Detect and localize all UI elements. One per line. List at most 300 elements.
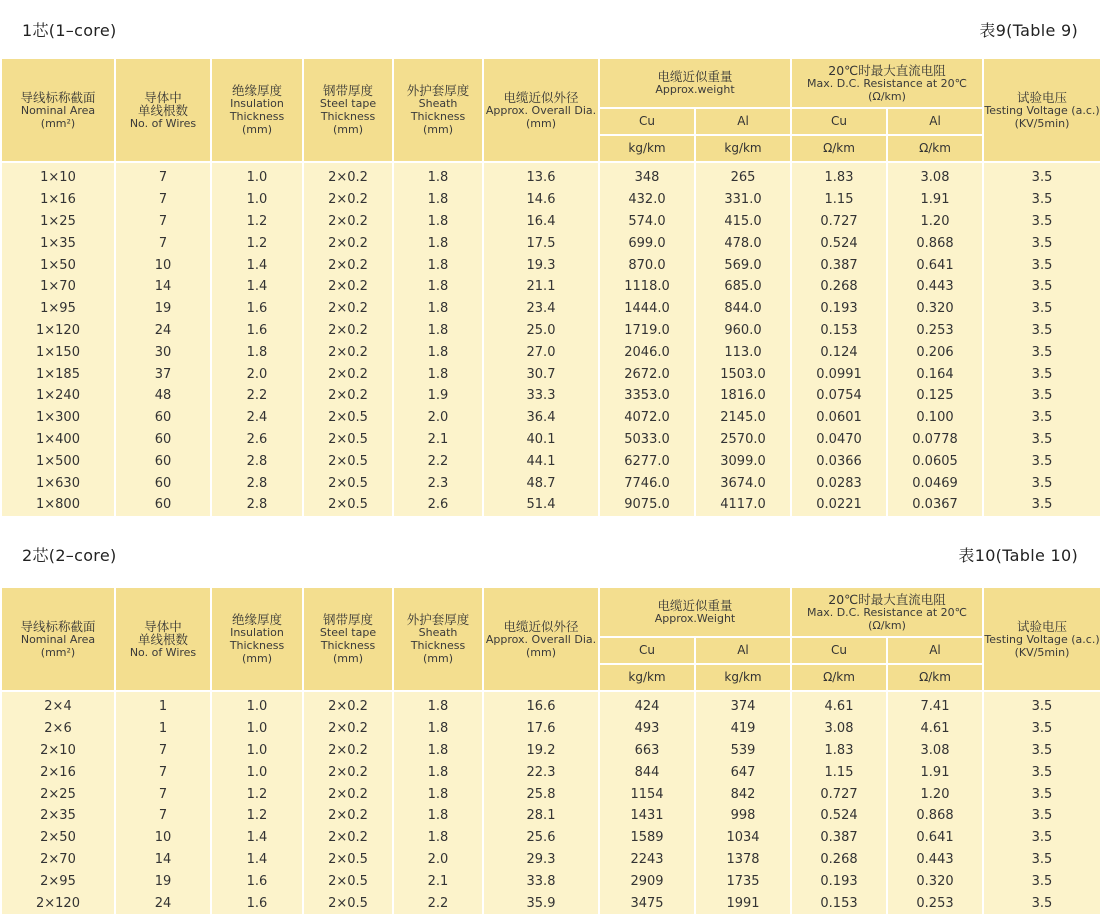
table-row (1, 696, 1100, 718)
table-cell: 0.727 (791, 783, 887, 805)
table-cell: 3.5 (983, 189, 1100, 211)
table-cell: 0.443 (887, 849, 983, 871)
sub-al: Al (695, 108, 791, 135)
table-cell: 44.1 (483, 450, 599, 472)
table-row (1, 407, 1100, 429)
table-row (1, 827, 1100, 849)
table-row (1, 740, 1100, 762)
table-cell: 3.5 (983, 805, 1100, 827)
table-cell: 1×10 (1, 167, 115, 189)
sub-al: Al (887, 108, 983, 135)
table-cell: 7 (115, 761, 211, 783)
table-cell: 13.6 (483, 167, 599, 189)
unit-ohm: Ω/km (887, 135, 983, 162)
table-cell: 2909 (599, 870, 695, 892)
table-cell: 1.6 (211, 320, 303, 342)
table-cell: 0.253 (887, 320, 983, 342)
table-cell: 493 (599, 718, 695, 740)
table-cell: 17.6 (483, 718, 599, 740)
table-cell: 10 (115, 827, 211, 849)
table-cell: 0.0469 (887, 472, 983, 494)
table-cell: 1.0 (211, 761, 303, 783)
table-cell: 685.0 (695, 276, 791, 298)
table-cell: 4072.0 (599, 407, 695, 429)
table-cell: 4.61 (791, 696, 887, 718)
col-nominal-area: 导线标称截面 Nominal Area (mm²) (1, 58, 115, 162)
table-row (1, 298, 1100, 320)
table-cell: 1.0 (211, 167, 303, 189)
table-cell: 0.0778 (887, 429, 983, 451)
table-cell: 30 (115, 341, 211, 363)
table-cell: 2.0 (211, 363, 303, 385)
table-cell: 3099.0 (695, 450, 791, 472)
col-overall-dia: 电缆近似外径 Approx. Overall Dia. (mm) (483, 587, 599, 691)
table-cell: 2.2 (393, 892, 483, 914)
table-cell: 478.0 (695, 232, 791, 254)
table-cell: 0.124 (791, 341, 887, 363)
table-cell: 0.253 (887, 892, 983, 914)
table-cell: 1.4 (211, 276, 303, 298)
table-cell: 2.2 (211, 385, 303, 407)
table-cell: 1503.0 (695, 363, 791, 385)
sub-cu: Cu (599, 108, 695, 135)
table-cell: 7746.0 (599, 472, 695, 494)
table-cell: 2×0.5 (303, 407, 393, 429)
table-cell: 842 (695, 783, 791, 805)
table-cell: 2×0.5 (303, 892, 393, 914)
table-cell: 4117.0 (695, 494, 791, 516)
table-cell: 0.153 (791, 892, 887, 914)
table-cell: 1.0 (211, 696, 303, 718)
table-cell: 1719.0 (599, 320, 695, 342)
table-cell: 35.9 (483, 892, 599, 914)
table-cell: 2.2 (393, 450, 483, 472)
table-cell: 1.9 (393, 385, 483, 407)
table-cell: 14 (115, 276, 211, 298)
table-cell: 3.5 (983, 696, 1100, 718)
table-cell: 3.5 (983, 254, 1100, 276)
table-cell: 51.4 (483, 494, 599, 516)
table-cell: 374 (695, 696, 791, 718)
table-cell: 3.5 (983, 167, 1100, 189)
table-cell: 0.320 (887, 298, 983, 320)
table-cell: 3.5 (983, 363, 1100, 385)
col-test-voltage: 试验电压 Testing Voltage (a.c.) (KV/5min) (983, 58, 1100, 162)
table-cell: 23.4 (483, 298, 599, 320)
table-cell: 2.8 (211, 494, 303, 516)
table-row (1, 429, 1100, 451)
table-cell: 844 (599, 761, 695, 783)
table-cell: 3.5 (983, 407, 1100, 429)
col-steel-tape: 钢带厚度 Steel tape Thickness (mm) (303, 587, 393, 691)
table-cell: 1034 (695, 827, 791, 849)
table-cell: 663 (599, 740, 695, 762)
table-cell: 1.8 (393, 363, 483, 385)
table-cell: 3.5 (983, 892, 1100, 914)
table-cell: 2×0.2 (303, 696, 393, 718)
table-cell: 0.0367 (887, 494, 983, 516)
table-cell: 1×800 (1, 494, 115, 516)
table-cell: 25.6 (483, 827, 599, 849)
table-cell: 1.20 (887, 783, 983, 805)
table-cell: 2.3 (393, 472, 483, 494)
table-cell: 2×0.5 (303, 870, 393, 892)
table-cell: 0.0366 (791, 450, 887, 472)
table-cell: 0.268 (791, 276, 887, 298)
table-cell: 60 (115, 450, 211, 472)
table-cell: 40.1 (483, 429, 599, 451)
table-cell: 348 (599, 167, 695, 189)
col-test-voltage: 试验电压 Testing Voltage (a.c.) (KV/5min) (983, 587, 1100, 691)
table-cell: 2×0.5 (303, 494, 393, 516)
table-cell: 7 (115, 211, 211, 233)
table-cell: 1×300 (1, 407, 115, 429)
table-cell: 3.5 (983, 849, 1100, 871)
table-cell: 1.8 (393, 211, 483, 233)
table-cell: 1×500 (1, 450, 115, 472)
table-cell: 2×0.2 (303, 761, 393, 783)
table-cell: 1.20 (887, 211, 983, 233)
table-cell: 3.5 (983, 472, 1100, 494)
table-cell: 2×70 (1, 849, 115, 871)
table-cell: 1.8 (393, 761, 483, 783)
table-cell: 331.0 (695, 189, 791, 211)
table-cell: 19.3 (483, 254, 599, 276)
table-cell: 60 (115, 494, 211, 516)
table-cell: 3.08 (887, 740, 983, 762)
table-cell: 1×185 (1, 363, 115, 385)
table-cell: 2×0.2 (303, 718, 393, 740)
table-row (1, 385, 1100, 407)
table-cell: 1.8 (393, 805, 483, 827)
table-cell: 3.5 (983, 211, 1100, 233)
table-cell: 2×0.2 (303, 363, 393, 385)
table-cell: 1991 (695, 892, 791, 914)
table-cell: 1444.0 (599, 298, 695, 320)
table10-ref: 表10(Table 10) (958, 546, 1078, 565)
table-cell: 432.0 (599, 189, 695, 211)
table-cell: 60 (115, 472, 211, 494)
table-cell: 1×150 (1, 341, 115, 363)
table-cell: 7.41 (887, 696, 983, 718)
table-cell: 699.0 (599, 232, 695, 254)
table-cell: 24 (115, 892, 211, 914)
table10 (0, 586, 1100, 914)
table-cell: 9075.0 (599, 494, 695, 516)
table-cell: 1589 (599, 827, 695, 849)
table-cell: 1.8 (393, 740, 483, 762)
table-cell: 0.868 (887, 232, 983, 254)
table-cell: 3.5 (983, 761, 1100, 783)
table-cell: 2.4 (211, 407, 303, 429)
table-cell: 2×16 (1, 761, 115, 783)
table-cell: 3.5 (983, 276, 1100, 298)
table-cell: 60 (115, 407, 211, 429)
table-cell: 33.3 (483, 385, 599, 407)
table-cell: 2145.0 (695, 407, 791, 429)
table-row (1, 892, 1100, 914)
table-cell: 2×0.2 (303, 385, 393, 407)
table-cell: 0.443 (887, 276, 983, 298)
table-cell: 3.5 (983, 827, 1100, 849)
table-cell: 7 (115, 805, 211, 827)
table-cell: 24 (115, 320, 211, 342)
table-row (1, 805, 1100, 827)
table-cell: 1735 (695, 870, 791, 892)
table-row (1, 276, 1100, 298)
table-cell: 7 (115, 189, 211, 211)
table9 (0, 57, 1100, 516)
table-cell: 1118.0 (599, 276, 695, 298)
table-row (1, 189, 1100, 211)
table-cell: 1.8 (393, 167, 483, 189)
table-cell: 0.100 (887, 407, 983, 429)
table-row (1, 232, 1100, 254)
table-cell: 0.153 (791, 320, 887, 342)
table-cell: 113.0 (695, 341, 791, 363)
table-cell: 1.8 (393, 783, 483, 805)
table-cell: 0.0605 (887, 450, 983, 472)
table-cell: 2×0.5 (303, 429, 393, 451)
col-resistance: 20℃时最大直流电阻 Max. D.C. Resistance at 20℃ (Ω/km) (791, 58, 983, 108)
unit-ohm: Ω/km (887, 664, 983, 691)
table-row (1, 870, 1100, 892)
table-cell: 1.0 (211, 189, 303, 211)
table-cell: 33.8 (483, 870, 599, 892)
table-cell: 3.5 (983, 429, 1100, 451)
table-row (1, 320, 1100, 342)
table-cell: 0.125 (887, 385, 983, 407)
table-row (1, 341, 1100, 363)
table-cell: 2.6 (211, 429, 303, 451)
table-cell: 0.320 (887, 870, 983, 892)
table-cell: 29.3 (483, 849, 599, 871)
table-cell: 647 (695, 761, 791, 783)
table-cell: 1.15 (791, 189, 887, 211)
table-cell: 1×120 (1, 320, 115, 342)
table-cell: 2×35 (1, 805, 115, 827)
table-cell: 0.193 (791, 870, 887, 892)
table-cell: 6277.0 (599, 450, 695, 472)
table-cell: 419 (695, 718, 791, 740)
table-cell: 2.1 (393, 870, 483, 892)
col-weight: 电缆近似重量 Approx.Weight (599, 587, 791, 637)
table-cell: 1.91 (887, 189, 983, 211)
table-cell: 22.3 (483, 761, 599, 783)
table-cell: 3.5 (983, 450, 1100, 472)
table-cell: 7 (115, 783, 211, 805)
table-cell: 27.0 (483, 341, 599, 363)
table-cell: 1×35 (1, 232, 115, 254)
table-cell: 1×50 (1, 254, 115, 276)
table-cell: 2×0.2 (303, 276, 393, 298)
sub-cu: Cu (599, 637, 695, 664)
table-cell: 2×0.2 (303, 211, 393, 233)
table-row (1, 494, 1100, 516)
table-cell: 265 (695, 167, 791, 189)
table-cell: 0.164 (887, 363, 983, 385)
table-cell: 1.6 (211, 298, 303, 320)
col-wires: 导体中 单线根数 No. of Wires (115, 58, 211, 162)
sub-al: Al (695, 637, 791, 664)
table-cell: 7 (115, 232, 211, 254)
table-cell: 2×6 (1, 718, 115, 740)
table-cell: 1.8 (211, 341, 303, 363)
table-cell: 4.61 (887, 718, 983, 740)
table-cell: 3.5 (983, 385, 1100, 407)
table-cell: 3.5 (983, 740, 1100, 762)
table-cell: 1×240 (1, 385, 115, 407)
table-cell: 2046.0 (599, 341, 695, 363)
table-cell: 3.5 (983, 298, 1100, 320)
table-row (1, 363, 1100, 385)
table-cell: 0.0283 (791, 472, 887, 494)
table-cell: 2×95 (1, 870, 115, 892)
table-cell: 2×50 (1, 827, 115, 849)
table-cell: 2×0.2 (303, 783, 393, 805)
table-cell: 1 (115, 718, 211, 740)
table-row (1, 211, 1100, 233)
table-cell: 0.0470 (791, 429, 887, 451)
table-cell: 19.2 (483, 740, 599, 762)
col-resistance: 20℃时最大直流电阻 Max. D.C. Resistance at 20℃ (Ω/km) (791, 587, 983, 637)
table-cell: 1816.0 (695, 385, 791, 407)
table-cell: 2.8 (211, 450, 303, 472)
table-cell: 19 (115, 870, 211, 892)
table-cell: 3.08 (887, 167, 983, 189)
table-row (1, 254, 1100, 276)
table-cell: 1.6 (211, 870, 303, 892)
table-cell: 28.1 (483, 805, 599, 827)
table-cell: 539 (695, 740, 791, 762)
table-cell: 0.524 (791, 232, 887, 254)
table-cell: 2×0.5 (303, 450, 393, 472)
table-cell: 2243 (599, 849, 695, 871)
table-cell: 1.4 (211, 849, 303, 871)
table-cell: 2.8 (211, 472, 303, 494)
table-cell: 0.0601 (791, 407, 887, 429)
table-cell: 37 (115, 363, 211, 385)
table-cell: 0.524 (791, 805, 887, 827)
table-cell: 1431 (599, 805, 695, 827)
table9-title: 1芯(1–core) (22, 21, 117, 40)
table-cell: 3.5 (983, 341, 1100, 363)
table-cell: 2×0.2 (303, 189, 393, 211)
table-cell: 2×25 (1, 783, 115, 805)
table-cell: 424 (599, 696, 695, 718)
table-cell: 0.387 (791, 254, 887, 276)
table-cell: 0.0754 (791, 385, 887, 407)
table-cell: 0.193 (791, 298, 887, 320)
table-cell: 16.4 (483, 211, 599, 233)
table-cell: 2×0.2 (303, 827, 393, 849)
table-cell: 2×4 (1, 696, 115, 718)
table-cell: 998 (695, 805, 791, 827)
table-cell: 2×0.2 (303, 740, 393, 762)
table-cell: 1.8 (393, 827, 483, 849)
table-cell: 0.868 (887, 805, 983, 827)
table-row (1, 761, 1100, 783)
table-cell: 3353.0 (599, 385, 695, 407)
sub-cu: Cu (791, 108, 887, 135)
table-cell: 1.8 (393, 320, 483, 342)
table-cell: 0.387 (791, 827, 887, 849)
table-cell: 1.0 (211, 740, 303, 762)
table-row (1, 718, 1100, 740)
table-cell: 569.0 (695, 254, 791, 276)
table-cell: 1×95 (1, 298, 115, 320)
table-cell: 0.0221 (791, 494, 887, 516)
table-cell: 415.0 (695, 211, 791, 233)
table-cell: 1.15 (791, 761, 887, 783)
table-cell: 10 (115, 254, 211, 276)
table-cell: 0.0991 (791, 363, 887, 385)
table-cell: 1.8 (393, 189, 483, 211)
unit-kg: kg/km (695, 664, 791, 691)
col-overall-dia: 电缆近似外径 Approx. Overall Dia. (mm) (483, 58, 599, 162)
table-cell: 25.8 (483, 783, 599, 805)
table-cell: 1.4 (211, 827, 303, 849)
table-cell: 1.2 (211, 232, 303, 254)
table-cell: 1.8 (393, 232, 483, 254)
col-sheath: 外护套厚度 Sheath Thickness (mm) (393, 587, 483, 691)
table-cell: 2×0.2 (303, 320, 393, 342)
sub-al: Al (887, 637, 983, 664)
table-cell: 3.5 (983, 320, 1100, 342)
table-cell: 48.7 (483, 472, 599, 494)
table-cell: 2.0 (393, 407, 483, 429)
table-cell: 25.0 (483, 320, 599, 342)
table-cell: 2×0.5 (303, 472, 393, 494)
table-cell: 14.6 (483, 189, 599, 211)
table-cell: 870.0 (599, 254, 695, 276)
table-cell: 2570.0 (695, 429, 791, 451)
table-cell: 1.83 (791, 167, 887, 189)
table-cell: 0.641 (887, 254, 983, 276)
table-cell: 1×25 (1, 211, 115, 233)
table-row (1, 849, 1100, 871)
table-cell: 7 (115, 167, 211, 189)
table-cell: 960.0 (695, 320, 791, 342)
table-cell: 3674.0 (695, 472, 791, 494)
table-cell: 0.727 (791, 211, 887, 233)
table-cell: 3.5 (983, 232, 1100, 254)
table-cell: 1.2 (211, 783, 303, 805)
table-cell: 30.7 (483, 363, 599, 385)
table-cell: 14 (115, 849, 211, 871)
table-cell: 0.268 (791, 849, 887, 871)
col-sheath: 外护套厚度 Sheath Thickness (mm) (393, 58, 483, 162)
table-cell: 1.6 (211, 892, 303, 914)
col-wires: 导体中 单线根数 No. of Wires (115, 587, 211, 691)
table-cell: 1×70 (1, 276, 115, 298)
table-cell: 1×16 (1, 189, 115, 211)
table-cell: 1 (115, 696, 211, 718)
table-cell: 1.8 (393, 718, 483, 740)
table-cell: 2×10 (1, 740, 115, 762)
col-nominal-area: 导线标称截面 Nominal Area (mm²) (1, 587, 115, 691)
table-cell: 2×0.2 (303, 298, 393, 320)
table9-ref: 表9(Table 9) (979, 21, 1078, 40)
table-row (1, 167, 1100, 189)
table-cell: 2.1 (393, 429, 483, 451)
table-cell: 16.6 (483, 696, 599, 718)
table-cell: 60 (115, 429, 211, 451)
table-cell: 1.0 (211, 718, 303, 740)
col-insulation: 绝缘厚度 Insulation Thickness (mm) (211, 587, 303, 691)
col-weight: 电缆近似重量 Approx.weight (599, 58, 791, 108)
table-cell: 1.91 (887, 761, 983, 783)
